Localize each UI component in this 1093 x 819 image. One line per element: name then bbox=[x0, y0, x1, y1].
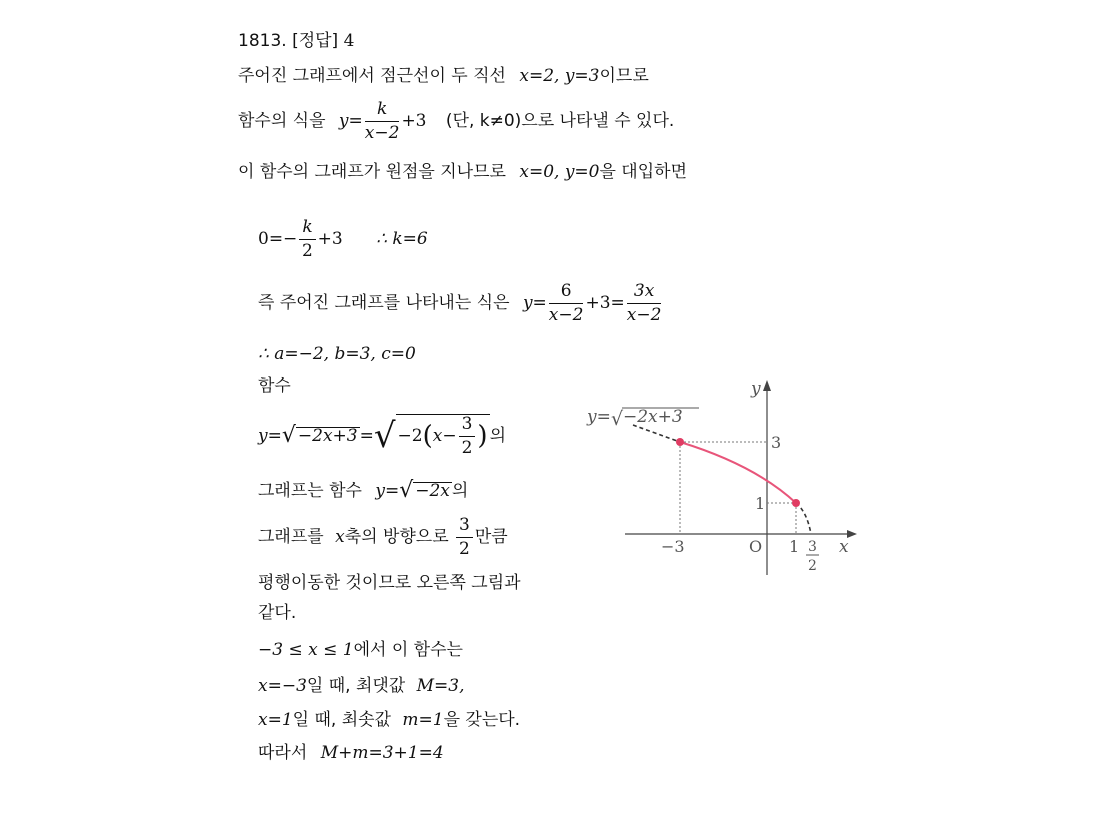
line14-suffix: 을 갖는다. bbox=[443, 710, 521, 730]
line3-math: x=0, y=0 bbox=[519, 162, 600, 182]
eq1-therefore: ∴ k=6 bbox=[376, 229, 428, 250]
line7-den: 2 bbox=[461, 437, 473, 458]
line6-text: 함수 bbox=[258, 376, 291, 396]
line-base-function bbox=[258, 480, 468, 502]
line9-num: 3 bbox=[456, 516, 473, 538]
line15-math: M+m=3+1=4 bbox=[320, 743, 444, 763]
line9-mid: 축의 방향으로 bbox=[344, 527, 449, 548]
line4-den2: x−2 bbox=[626, 304, 662, 325]
line4-den1: x−2 bbox=[548, 304, 584, 325]
line2-plus: +3 bbox=[401, 111, 427, 132]
line3-suffix: 을 대입하면 bbox=[599, 162, 687, 182]
line2-num: k bbox=[365, 100, 400, 122]
problem-number: 1813. bbox=[238, 31, 287, 51]
answer-value: 4 bbox=[343, 31, 355, 51]
eq1-num: k bbox=[299, 218, 315, 240]
line-asymptotes bbox=[238, 68, 649, 85]
problem-header bbox=[238, 33, 354, 50]
line2-den: x−2 bbox=[364, 122, 400, 143]
line9-fraction bbox=[456, 516, 473, 558]
line2-fraction bbox=[365, 100, 400, 142]
line7-sqrt2: −2(x− $\frac{3}{2}$ ) bbox=[397, 414, 488, 458]
tick-x-frac-num: 3 bbox=[808, 539, 817, 555]
origin-label: O bbox=[749, 537, 763, 556]
line13-math2: M=3, bbox=[416, 676, 465, 696]
line14-math2: m=1 bbox=[402, 710, 444, 730]
tick-x-neg3: −3 bbox=[661, 537, 685, 556]
line-origin bbox=[238, 164, 687, 181]
line15-text: 따라서 bbox=[258, 743, 308, 763]
line-pyeonghaeng bbox=[258, 575, 521, 592]
y-axis-arrow bbox=[763, 380, 771, 391]
answer-label: [정답] bbox=[292, 31, 339, 51]
curve-extension-left bbox=[633, 425, 680, 442]
radical-sign-3: √ bbox=[399, 478, 414, 503]
tick-y-3: 3 bbox=[771, 433, 782, 452]
line4-fraction1 bbox=[549, 282, 584, 324]
line1-math: x=2, y=3 bbox=[519, 66, 600, 86]
line4-num1: 6 bbox=[549, 282, 584, 304]
line-domain bbox=[258, 642, 463, 659]
line9-x: x bbox=[335, 527, 345, 548]
line2-suffix: 으로 나타낼 수 있다. bbox=[521, 111, 675, 132]
max-point bbox=[676, 438, 684, 446]
line14-text: 일 때, 최솟값 bbox=[292, 710, 391, 730]
line4-num2: 3x bbox=[627, 282, 662, 304]
line9-suffix: 만큼 bbox=[474, 527, 508, 548]
line11-text: 같다. bbox=[258, 603, 297, 623]
line8-sqrt: −2x bbox=[415, 481, 450, 501]
line-conclusion bbox=[258, 745, 444, 762]
line8-suffix: 의 bbox=[451, 481, 469, 501]
line4-y: y= bbox=[522, 293, 547, 314]
line7-sqrt2-x: x− bbox=[432, 426, 457, 447]
line-sqrt-equation bbox=[258, 414, 506, 457]
radical-sign-1: √ bbox=[281, 423, 296, 449]
line-maximum bbox=[258, 678, 465, 695]
line8-y: y= bbox=[375, 481, 400, 501]
tick-x-frac-den: 2 bbox=[808, 558, 817, 574]
min-point bbox=[792, 499, 800, 507]
radical-sign-2: √ bbox=[373, 416, 396, 457]
line-hamsu bbox=[258, 378, 291, 395]
line7-sqrt2-pre: −2 bbox=[397, 426, 423, 447]
line2-y: y= bbox=[338, 111, 363, 132]
line14-math1: x=1 bbox=[258, 710, 293, 730]
line1-text: 주어진 그래프에서 점근선이 두 직선 bbox=[238, 66, 506, 86]
curve-extension-right bbox=[796, 503, 811, 534]
line5-math: ∴ a=−2, b=3, c=0 bbox=[258, 344, 416, 364]
line4-fraction2 bbox=[627, 282, 662, 324]
curve-label-radical: √ bbox=[611, 408, 624, 430]
line12-math: −3 ≤ x ≤ 1 bbox=[258, 640, 354, 660]
line4-mid: +3= bbox=[585, 293, 625, 314]
line9-den: 2 bbox=[459, 538, 470, 559]
line7-fraction bbox=[459, 415, 476, 457]
tick-x-1: 1 bbox=[789, 537, 800, 556]
line-translation bbox=[258, 516, 508, 558]
line3-text: 이 함수의 그래프가 원점을 지나므로 bbox=[238, 162, 506, 182]
line13-math1: x=−3 bbox=[258, 676, 307, 696]
line4-text: 즉 주어진 그래프를 나타내는 식은 bbox=[258, 293, 510, 314]
eq1-fraction bbox=[299, 218, 315, 260]
equation-k bbox=[258, 218, 428, 260]
line2-condition: (단, k≠0) bbox=[445, 111, 522, 132]
line12-suffix: 에서 이 함수는 bbox=[353, 640, 463, 660]
curve-label-sqrt: −2x+3 bbox=[623, 407, 683, 427]
line-abc bbox=[258, 346, 416, 363]
function-graph bbox=[575, 370, 865, 585]
line-final-form bbox=[258, 282, 663, 324]
line2-text: 함수의 식을 bbox=[238, 111, 326, 132]
line7-eq: = bbox=[359, 426, 374, 447]
line7-sqrt1: −2x+3 bbox=[297, 426, 358, 447]
line8-text: 그래프는 함수 bbox=[258, 481, 362, 501]
line1-suffix: 이므로 bbox=[599, 66, 649, 86]
line7-num: 3 bbox=[459, 415, 476, 437]
eq1-right: +3 bbox=[317, 229, 343, 250]
line7-suffix: 의 bbox=[489, 426, 507, 447]
line9-text: 그래프를 bbox=[258, 527, 324, 548]
line-minimum bbox=[258, 712, 520, 729]
eq1-left: 0=− bbox=[258, 229, 298, 250]
line-function-form bbox=[238, 100, 674, 142]
axis-y-label: y bbox=[751, 379, 761, 399]
line7-y: y= bbox=[258, 426, 282, 447]
eq1-den: 2 bbox=[302, 240, 313, 261]
line-gatda bbox=[258, 605, 296, 622]
curve-label-y: y= bbox=[587, 407, 611, 427]
line10-text: 평행이동한 것이므로 오른쪽 그림과 bbox=[258, 573, 521, 593]
tick-y-1: 1 bbox=[755, 494, 766, 513]
line13-text: 일 때, 최댓값 bbox=[306, 676, 406, 696]
axis-x-label: x bbox=[839, 537, 849, 557]
